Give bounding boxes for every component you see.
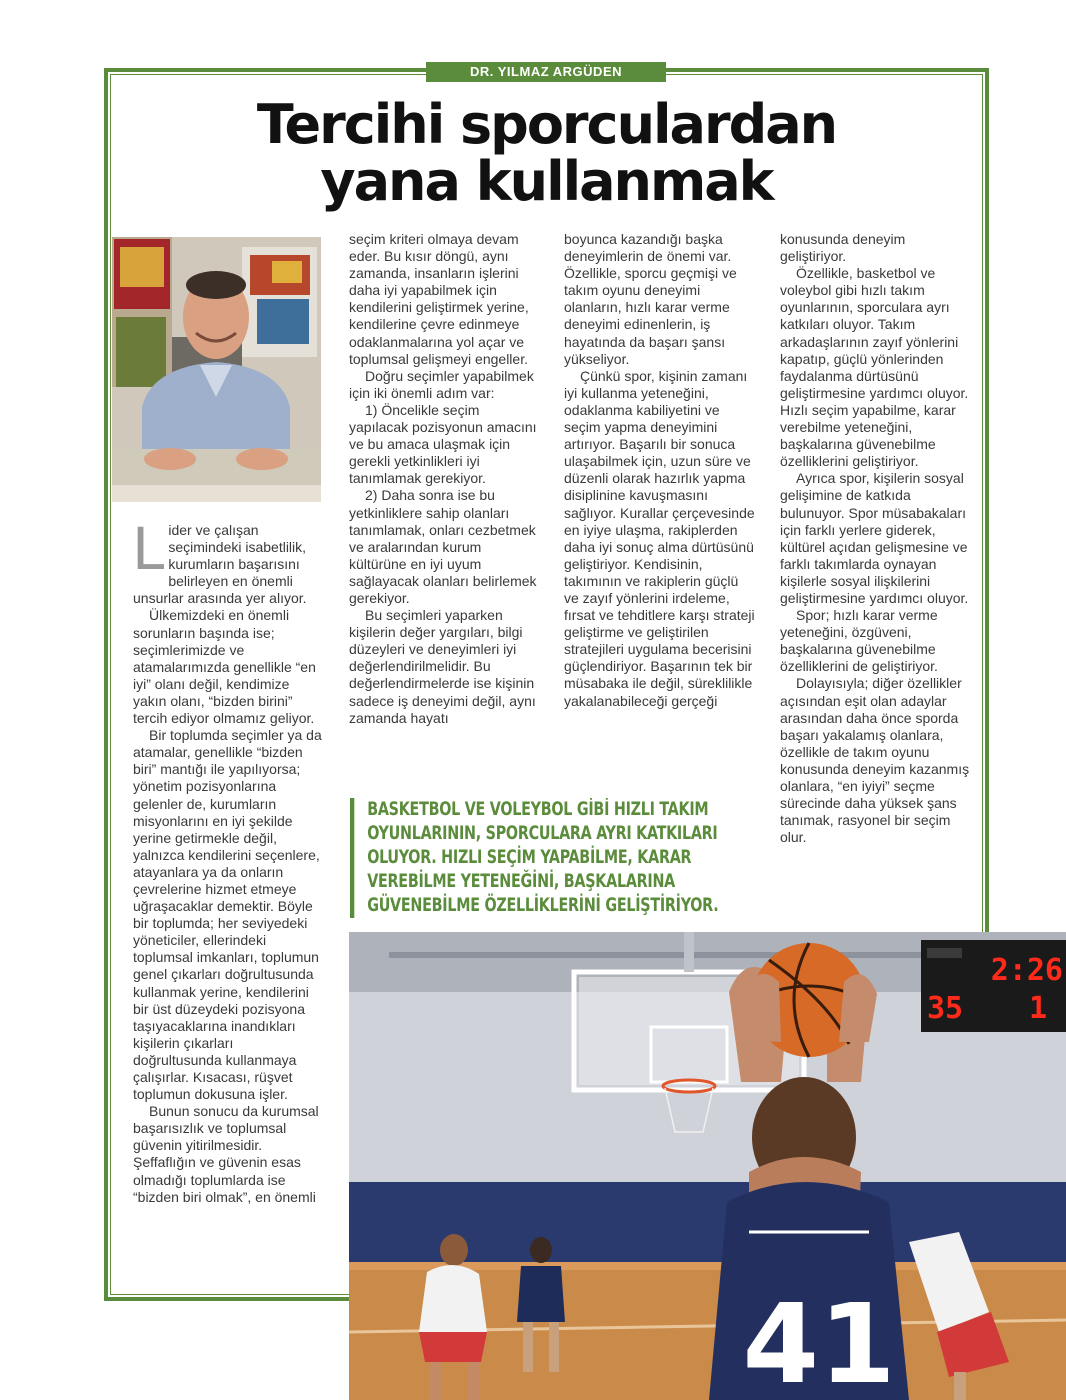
paragraph: 1) Öncelikle seçim yapılacak pozisyonun amacını ve bu amaca ulaşmak için gerekli yetkinlikleri iyi tanımlamak gerekiyor.	[349, 401, 537, 487]
paragraph: konusunda deneyim geliştiriyor.	[780, 231, 906, 265]
author-portrait	[112, 237, 321, 502]
paragraph: 2) Daha sonra ise bu yetkinliklere sahip olanları tanımlamak, onları cezbetmek ve aralarından kurum kültürüne en iyi uyum sağlayacak olanları belirlemek gerekiyor.	[349, 487, 537, 606]
drop-cap: L	[132, 515, 165, 583]
article-title	[110, 93, 983, 213]
scoreboard	[921, 940, 1066, 1032]
paragraph: Dolayısıyla; diğer özellikler açısından eşit olan adaylar arasından daha önce sporda başarı yakalamış olanlara, özellikle de takım oyunu konusunda deneyim kazanmış olanlara, “en iyiyi” seçme sürecinde daha yüksek şans tanımak, rasyonel bir seçim olur.	[780, 675, 970, 846]
title-line-1: Tercihi sporculardan	[256, 93, 837, 156]
text-column-3	[564, 231, 756, 710]
pull-quote: BASKETBOL VE VOLEYBOL GİBİ HIZLI TAKIM OYUNLARININ, SPORCULARA AYRI KATKILARI OLUYOR. HIZLI SEÇİM YAPABİLME, KARAR VEREBİLME YETENEĞİNİ, BAŞKALARINA GÜVENEBİLME ÖZELLİKLERİNİ GELİŞTİRİYOR.	[350, 798, 720, 918]
paragraph: boyunca kazandığı başka deneyimlerin de önemi var. Özellikle, sporcu geçmişi ve takım oyunu deneyimi olanların, hızlı karar verme deneyimi edinenlerin, iş hayatında da başarı şansı yükseliyor.	[564, 231, 737, 367]
paragraph: Çünkü spor, kişinin zamanı iyi kullanma yeteneğini, odaklanma kabiliyetini ve seçim yapma deneyimini artırıyor. Başarılı bir sonuca ulaşabilmek için, uzun süre ve düzenli olarak hazırlık yapma disiplinine kavuşmasını sağlıyor. Kurallar çerçevesinde en iyiye ulaşma, rakiplerden daha iyi sonuç alma dürtüsünü geliştiriyor. Kendisinin, takımının ve rakiplerin güçlü ve zayıf yönlerini irdeleme, fırsat ve tehditlere karşı strateji geliştirme ve geliştirilen stratejileri uygulama becerisini güçlendiriyor. Başarının tek bir müsabaka ile değil, süreklilikle yakalanabileceği gerçeği	[564, 367, 755, 709]
text-column-4	[780, 231, 972, 846]
paragraph: ider ve çalışan seçimindeki isabetlilik, kurumların başarısını belirleyen en önemli unsurlar arasında yer alıyor.	[133, 522, 307, 607]
paragraph: Bunun sonucu da kurumsal başarısızlık ve toplumsal güvenin yitirilmesidir. Şeffaflığın ve güvenin esas olmadığı toplumlarda ise “bizden biri olmak”, en önemli	[133, 1103, 319, 1205]
paragraph: Ayrıca spor, kişilerin sosyal gelişimine de katkıda bulunuyor. Spor müsabakaları için farklı yerlere giderek, kültürel açıdan gelişmesine ve farklı takımlarda oynayan kişilerle sosyal ilişkilerini geliştirmesine yardımcı oluyor.	[780, 470, 969, 606]
paragraph: Ülkemizdeki en önemli sorunların başında ise; seçimlerimizde ve atamalarımızda genellikle “en iyi” olanı değil, kendimize yakın olanı, “bizden birini” tercih ediyor olmamız geliyor.	[133, 607, 316, 727]
paragraph: Özellikle, basketbol ve voleybol gibi hızlı takım oyunlarının, sporculara ayrı katkıları oluyor. Takım arkadaşlarının zayıf yönlerini kapatıp, güçlü yönlerinden faydalanma dürtüsünü geliştirmesine yardımcı oluyor. Hızlı seçim yapabilme, karar verebilme yeteneğini, başkalarına güvenebilme özelliklerini geliştiriyor.	[780, 265, 969, 470]
jersey-number: 41	[742, 1280, 896, 1400]
basketball-photo	[349, 932, 1066, 1400]
scoreboard-home-score: 35	[927, 991, 964, 1026]
portrait-illustration	[112, 237, 321, 502]
text-column-2	[349, 231, 541, 727]
title-line-2: yana kullanmak	[320, 150, 773, 213]
paragraph: Doğru seçimler yapabilmek için iki önemli adım var:	[349, 367, 534, 401]
text-column-1	[132, 515, 323, 1206]
author-tag: DR. YILMAZ ARGÜDEN	[426, 62, 666, 82]
paragraph: Spor; hızlı karar verme yeteneğini, özgüveni, başkalarına güvenebilme özelliklerini de geliştiriyor.	[780, 607, 938, 675]
paragraph: seçim kriteri olmaya devam eder. Bu kısır döngü, aynı zamanda, insanların işlerini daha iyi yapabilmek için kendilerini geliştirmek yerine, kendilerine çevre edinmeye odaklanmalarına yol açar ve toplumsal gelişmeyi engeller.	[349, 231, 529, 367]
scoreboard-period: 1	[1029, 991, 1048, 1026]
scoreboard-clock: 2:26	[990, 953, 1063, 988]
paragraph: Bir toplumda seçimler ya da atamalar, genellikle “bizden biri” mantığı ile yapılıyorsa; yönetim pozisyonlarına gelenler de, kurumların misyonlarını en iyi şekilde yerine getirmekle değil, yalnızca kendilerini seçenlere, atayanlara ya da onların çevrelerine hizmet etmeye uğraşacaklar demektir. Böyle bir toplumda; her seviyedeki yöneticiler, ellerindeki toplumsal imkanları, toplumun genel çıkarları doğrultusunda kullanmak yerine, kendilerini bir üst düzeydeki pozisyona taşıyacaklarına inandıkları kişilerin çıkarları doğrultusunda kullanmaya çalışırlar. Kısacası, rüşvet toplumun dokusuna işler.	[133, 727, 322, 1103]
basketball-court-illustration	[349, 932, 1066, 1400]
paragraph: Bu seçimleri yaparken kişilerin değer yargıları, bilgi düzeyleri ve deneyimleri iyi değerlendirilmelidir. Bu değerlendirmelerde ise kişinin sadece iş deneyimi değil, aynı zamanda hayatı	[349, 607, 536, 726]
